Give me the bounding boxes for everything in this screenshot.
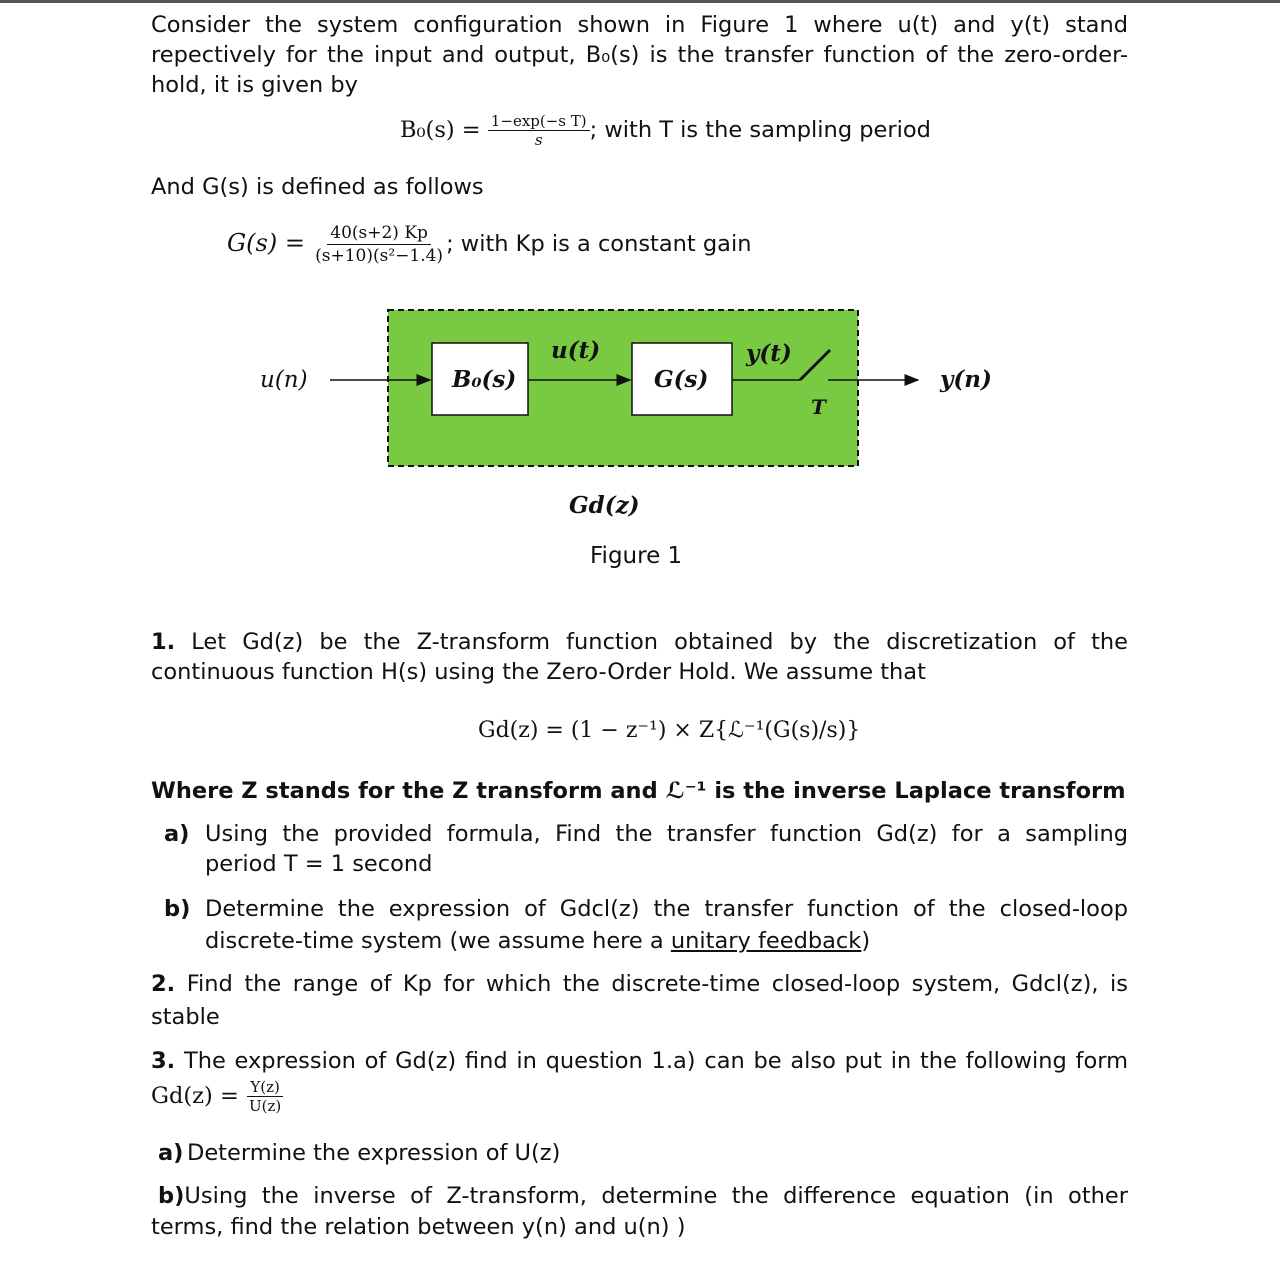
output-label: y(n) [940, 366, 992, 393]
intro-line-3: hold, it is given by [151, 72, 358, 98]
block-diagram [0, 0, 1280, 600]
g-block-label: G(s) [654, 366, 709, 393]
q3-formula [151, 1078, 284, 1115]
q1-where: Where Z stands for the Z transform and ℒ⁻¹ is the inverse Laplace transform [151, 778, 1126, 804]
sampler-label: T [811, 395, 826, 419]
gd-group-label: Gd(z) [569, 492, 640, 519]
b0-lhs: B₀(s) = [400, 117, 481, 143]
g-lhs: G(s) = [227, 229, 305, 257]
q3b-line-1 [158, 1181, 1128, 1211]
q3-denominator: U(z) [248, 1097, 282, 1115]
q1b-line-2 [205, 926, 870, 956]
intro-line-1: Consider the system configuration shown in Figure 1 where u(t) and y(t) stand [151, 12, 1128, 38]
q2-line-1 [151, 969, 1128, 999]
g-denominator: (s+10)(s²−1.4) [315, 246, 444, 266]
q3-line-1 [151, 1046, 1128, 1076]
q1-line-2: continuous function H(s) using the Zero-Order Hold. We assume that [151, 659, 926, 685]
q1-text-1: Let Gd(z) be the Z-transform function obtained by the discretization of the [191, 629, 1128, 655]
q1b-label: b) [164, 896, 191, 922]
q3b-text-1: Using the inverse of Z-transform, determine the difference equation (in other [184, 1183, 1128, 1209]
q1-number: 1. [151, 629, 176, 655]
q1a-line-1: Using the provided formula, Find the transfer function Gd(z) for a sampling [205, 821, 1128, 847]
q1b-line-2-post: ) [861, 928, 871, 954]
intro-line-2: repectively for the input and output, B₀(s) is the transfer function of the zero-order- [151, 42, 1128, 68]
g-numerator: 40(s+2) Kp [327, 222, 431, 245]
q3b-line-2: terms, find the relation between y(n) and u(n) ) [151, 1214, 686, 1240]
q3b-label: b) [158, 1183, 185, 1209]
q2-number: 2. [151, 971, 176, 997]
g-intro: And G(s) is defined as follows [151, 174, 484, 200]
q3-number: 3. [151, 1048, 176, 1074]
q2-text-1: Find the range of Kp for which the discrete-time closed-loop system, Gdcl(z), is [186, 971, 1128, 997]
q1a-line-2: period T = 1 second [205, 851, 433, 877]
q2-line-2: stable [151, 1004, 220, 1030]
unitary-feedback-term: unitary feedback [670, 928, 862, 954]
figure-caption: Figure 1 [590, 543, 683, 569]
q1a-label: a) [164, 821, 190, 847]
q3-numerator: Y(z) [247, 1078, 283, 1097]
q3-fraction [246, 1078, 284, 1115]
q1b-line-2-pre: discrete-time system (we assume here a [205, 928, 664, 954]
b0-numerator: 1−exp(−s T) [488, 112, 590, 131]
q3-formula-lhs: Gd(z) = [151, 1083, 239, 1109]
b0-denominator: s [534, 131, 543, 149]
output-signal-label: y(t) [746, 340, 792, 367]
q3a-label: a) [158, 1140, 184, 1166]
b0-tail: ; with T is the sampling period [589, 117, 931, 143]
mid-signal-label: u(t) [551, 337, 601, 364]
q3a-text: Determine the expression of U(z) [187, 1140, 561, 1166]
input-label: u(n) [260, 367, 308, 393]
gd-formula: Gd(z) = (1 − z⁻¹) × Z{ℒ⁻¹(G(s)/s)} [478, 718, 861, 743]
q1-line-1 [151, 627, 1128, 657]
g-tail: ; with Kp is a constant gain [446, 231, 752, 257]
b0-block-label: B₀(s) [452, 366, 517, 393]
q3-text-1: The expression of Gd(z) find in question 1.a) can be also put in the following form [183, 1048, 1129, 1074]
q1b-line-1: Determine the expression of Gdcl(z) the transfer function of the closed-loop [205, 896, 1128, 922]
